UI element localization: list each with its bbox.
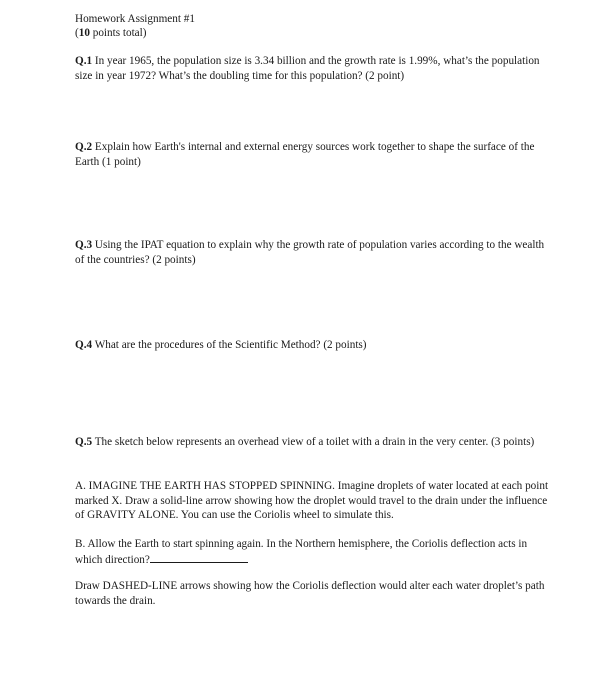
question-5-number: Q.5 <box>75 436 93 448</box>
question-5-part-a: A. IMAGINE THE EARTH HAS STOPPED SPINNING. Imagine droplets of water located at each point marked X. Draw a solid-line arrow showing how the droplet would travel to the drain under the influence of GRAVITY ALONE. You can use the Coriolis wheel to simulate this. <box>75 480 549 521</box>
question-5-part-c: Draw DASHED-LINE arrows showing how the Coriolis deflection would alter each water droplet’s path towards the drain. <box>75 580 545 607</box>
question-1-text: In year 1965, the population size is 3.34 billion and the growth rate is 1.99%, what’s the population size in year 1972? What’s the doubling time for this population? (2 point) <box>75 55 540 82</box>
points-total-prefix: ( <box>75 27 79 39</box>
question-5-part-b-text: B. Allow the Earth to start spinning again. In the Northern hemisphere, the Coriolis deflection acts in which direction? <box>75 538 528 566</box>
points-total <box>75 26 555 41</box>
assignment-title: Homework Assignment #1 <box>75 13 195 25</box>
question-2-text: Explain how Earth's internal and external energy sources work together to shape the surface of the Earth (1 point) <box>75 141 535 168</box>
question-2-number: Q.2 <box>75 141 93 153</box>
question-1-number: Q.1 <box>75 55 93 67</box>
answer-blank-line[interactable] <box>150 552 248 563</box>
question-1 <box>75 54 555 83</box>
question-5 <box>75 435 555 450</box>
question-2 <box>75 140 555 169</box>
question-3 <box>75 238 555 267</box>
question-5-text: The sketch below represents an overhead view of a toilet with a drain in the very center. (3 points) <box>92 436 535 448</box>
question-4-number: Q.4 <box>75 339 93 351</box>
question-3-number: Q.3 <box>75 239 93 251</box>
points-total-number: 10 <box>78 27 90 39</box>
points-total-suffix: points total) <box>89 27 147 39</box>
question-3-text: Using the IPAT equation to explain why the growth rate of population varies according to the wealth of the countries? (2 points) <box>75 239 545 266</box>
question-4-text: What are the procedures of the Scientific Method? (2 points) <box>92 339 367 351</box>
question-5-part-b <box>75 537 555 567</box>
question-4 <box>75 338 555 353</box>
